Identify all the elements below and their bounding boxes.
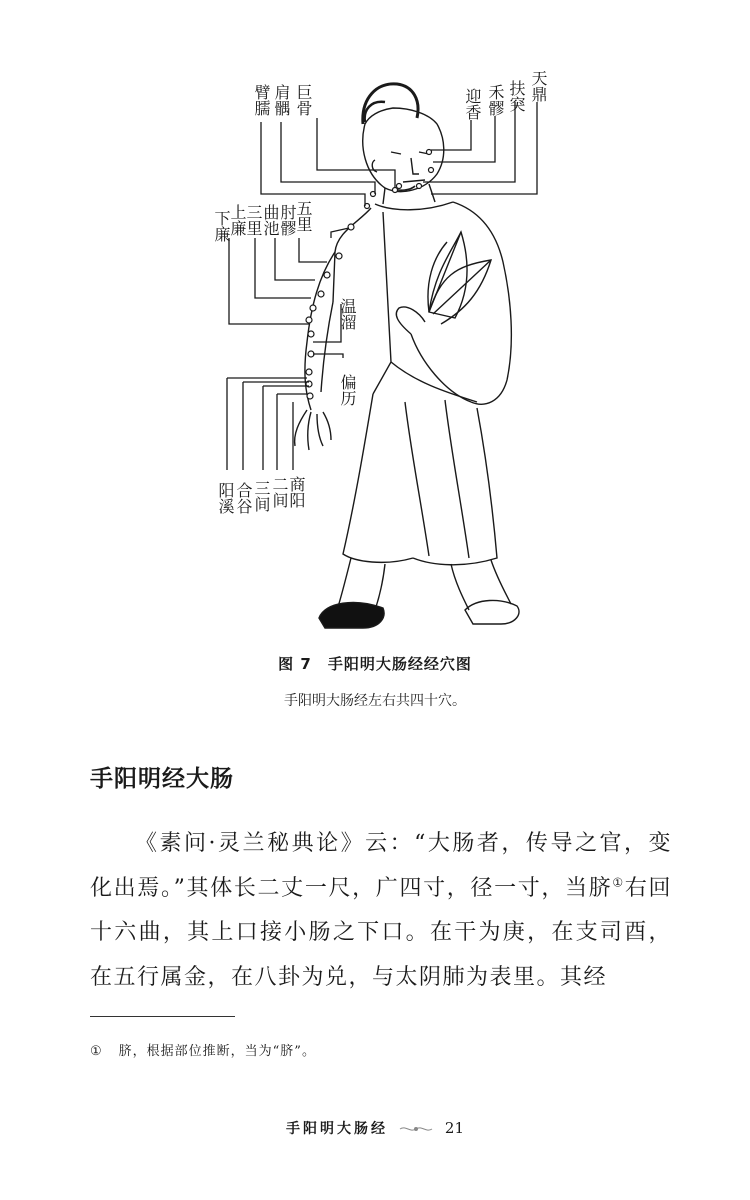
label-hegu: 合谷 (234, 482, 253, 514)
label-pianli: 偏历 (338, 374, 357, 406)
label-sanli: 三里 (244, 204, 263, 236)
label-jugu: 巨骨 (294, 84, 313, 116)
footnote-number: ① (90, 1044, 103, 1059)
label-jianyu: 肩髃 (272, 84, 291, 116)
figure-note: 手阳明大肠经左右共四十穴。 (284, 693, 466, 709)
label-zhouliao: 肘髎 (278, 204, 297, 236)
footnote-divider (90, 1016, 235, 1017)
section-heading: 手阳明经大肠 (90, 766, 234, 792)
page-number: 21 (444, 1119, 464, 1137)
label-sanjian: 三间 (252, 480, 271, 512)
page-footer (0, 1118, 750, 1138)
label-binao: 臂臑 (252, 84, 271, 116)
label-yangxi: 阳溪 (216, 482, 235, 514)
paragraph-text-part1: 《素问·灵兰秘典论》云：“大肠者，传导之官，变化出焉。”其体长二丈一尺，广四寸，径一寸，当脐 (90, 831, 672, 901)
label-yingxiang: 迎香 (463, 88, 482, 120)
label-wenliu: 温溜 (338, 298, 357, 330)
paragraph-text-part2: 右回十六曲，其上口接小肠之下口。在干为庚，在支司酉，在五行属金，在八卦为兑，与太阴肺为表里。其经 (90, 875, 672, 990)
figure-title: 图 7 手阳明大肠经经穴图 (278, 655, 472, 673)
label-heliao: 禾髎 (486, 84, 505, 116)
label-futu: 扶突 (507, 80, 526, 112)
label-quchi: 曲池 (261, 204, 280, 236)
running-title: 手阳明大肠经 (286, 1121, 388, 1137)
label-wuli: 五里 (294, 200, 313, 232)
label-shanglian: 上廉 (228, 204, 247, 236)
label-erjian: 二间 (270, 476, 289, 508)
label-tianding: 天鼎 (529, 70, 548, 102)
label-shangyang: 商阳 (287, 476, 306, 508)
figure-illustration (212, 62, 548, 640)
label-xialian: 下廉 (212, 210, 231, 242)
footnote-text: 脐，根据部位推断，当为“脐”。 (118, 1044, 316, 1059)
body-paragraph (90, 822, 672, 1000)
footnote (90, 1040, 316, 1059)
acupoint-figure (212, 62, 548, 640)
ornament-icon (398, 1124, 434, 1134)
footnote-marker[interactable]: ① (612, 875, 625, 890)
